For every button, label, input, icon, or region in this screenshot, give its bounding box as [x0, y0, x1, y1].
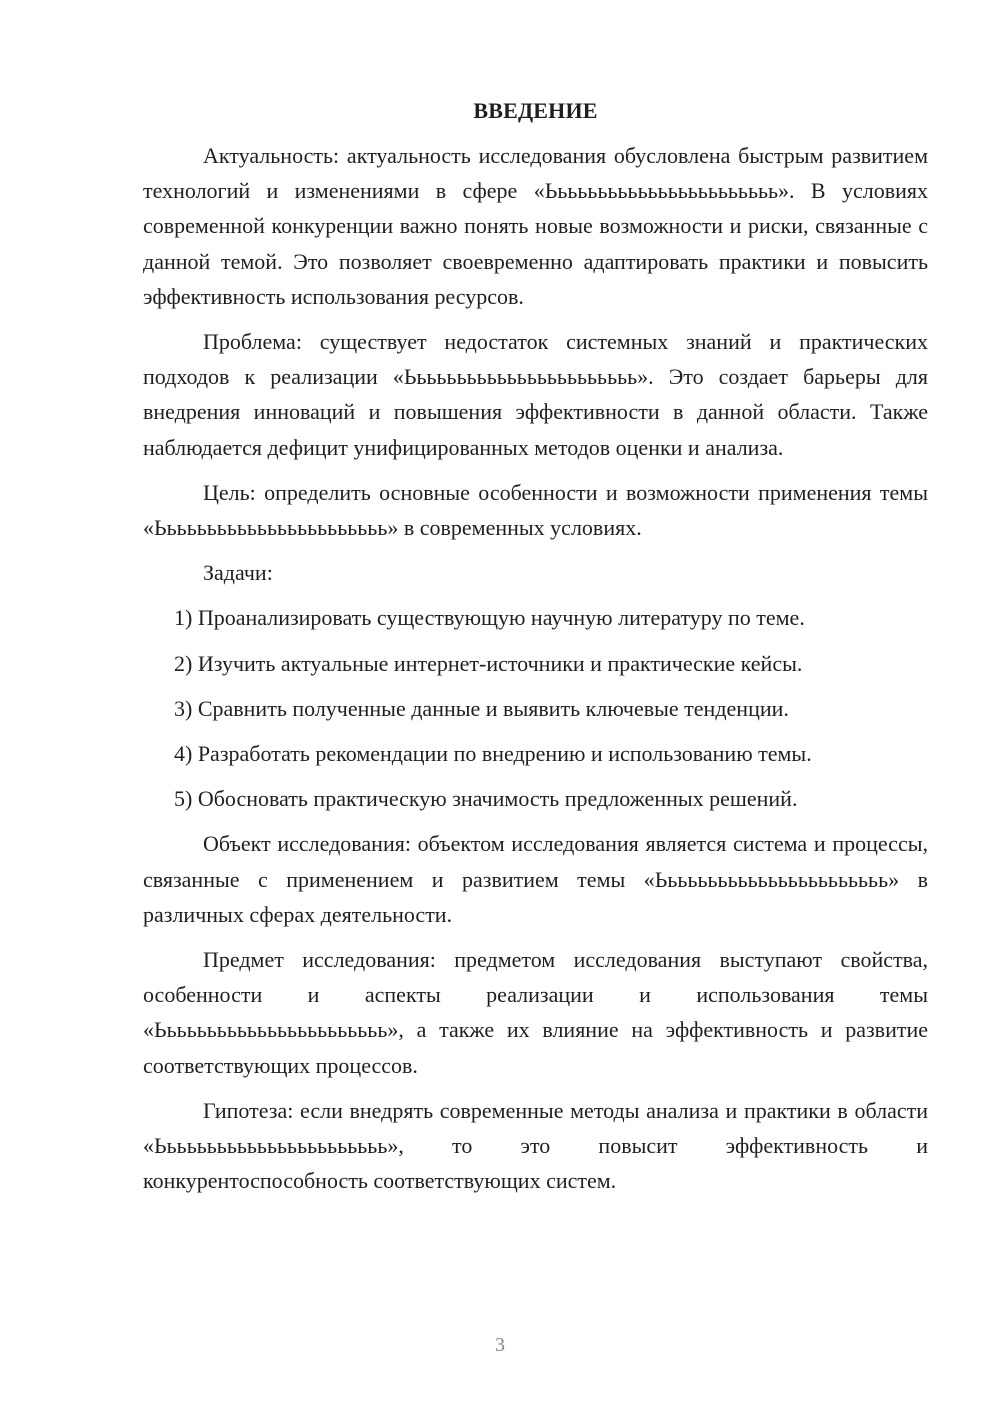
task-item: 3) Сравнить полученные данные и выявить ключевые тенденции.: [174, 695, 789, 721]
hypothesis-paragraph: Гипотеза: если внедрять современные методы анализа и практики в области «Ььььььььььььььььььььььь», то это повысит эффективность и конкурентоспособность соответствующих систем.: [143, 1097, 928, 1194]
task-item: 5) Обосновать практическую значимость предложенных решений.: [174, 786, 798, 812]
page-content: [143, 96, 928, 1198]
page-number: 3: [495, 1334, 505, 1356]
tasks-heading: Задачи:: [203, 560, 273, 586]
relevance-paragraph: Актуальность: актуальность исследования обусловлена быстрым развитием технологий и изменениями в сфере «Ььььььььььььььььььььььь». В условиях современной конкуренции важно понять новые возможности и риски, связанные с данной темой. Это позволяет своевременно адаптировать практики и повысить эффективность использования ресурсов.: [143, 143, 928, 309]
goal-paragraph: Цель: определить основные особенности и возможности применения темы «Ььььььььььььььььььььььь» в современных условиях.: [143, 479, 928, 541]
problem-paragraph: Проблема: существует недостаток системных знаний и практических подходов к реализации «Ььььььььььььььььььььььь». Это создает барьеры для внедрения инноваций и повышения эффективности в данной области. Также наблюдается дефицит унифицированных методов оценки и анализа.: [143, 329, 928, 460]
task-item: 4) Разработать рекомендации по внедрению и использованию темы.: [174, 741, 812, 767]
subject-paragraph: Предмет исследования: предметом исследования выступают свойства, особенности и аспекты реализации и использования темы «Ььььььььььььььььььььььь», а также их влияние на эффективность и развитие соответствующих процессов.: [143, 947, 928, 1078]
tasks-list: [143, 600, 928, 816]
section-title: ВВЕДЕНИЕ: [473, 98, 598, 123]
task-item: 2) Изучить актуальные интернет-источники и практические кейсы.: [174, 650, 803, 676]
task-item: 1) Проанализировать существующую научную литературу по теме.: [174, 605, 805, 631]
object-paragraph: Объект исследования: объектом исследования является система и процессы, связанные с применением и развитием темы «Ььььььььььььььььььььььь» в различных сферах деятельности.: [143, 831, 928, 927]
